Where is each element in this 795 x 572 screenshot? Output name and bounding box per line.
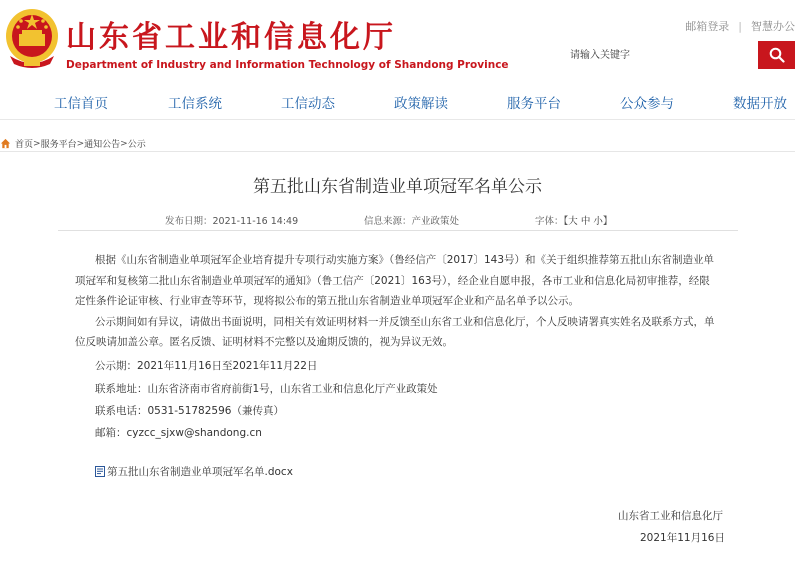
breadcrumb-home[interactable]: 首页 [15,140,34,150]
breadcrumb-services[interactable]: 服务平台 [40,140,77,150]
smart-office-link[interactable]: 智慧办公 [751,20,795,33]
nav-item-news[interactable]: 工信动态 [281,96,335,112]
nav-item-open-data[interactable]: 数据开放 [733,96,787,112]
breadcrumb-separator: > [76,138,85,149]
site-title[interactable]: 山东省工业和信息化厅 [66,20,396,55]
contact-email: 邮箱：cyzcc_sjxw@shandong.cn [95,427,262,439]
breadcrumb [0,137,146,150]
site-header [0,0,795,84]
font-size-label: 字体： [535,216,564,227]
attachment-link[interactable] [95,464,293,479]
signature-date: 2021年11月16日 [640,532,725,544]
contact-address: 联系地址：山东省济南市省府前街1号，山东省工业和信息化厅产业政策处 [95,383,438,395]
nav-item-policy[interactable]: 政策解读 [394,96,448,112]
nav-item-home[interactable]: 工信首页 [54,96,108,112]
search-button[interactable] [758,41,795,69]
font-large-button[interactable]: 大 [568,216,578,227]
national-emblem-icon[interactable] [4,6,60,70]
breadcrumb-notices[interactable]: 通知公告 [84,140,121,150]
nav-item-public[interactable]: 公众参与 [620,96,674,112]
contact-phone: 联系电话：0531-51782596（兼传真） [95,405,284,417]
meta-divider [58,230,738,231]
font-small-button[interactable]: 小 [593,216,603,227]
font-size-bracket-open: 【 [563,216,569,227]
publish-date: 发布日期：2021-11-16 14:49 [165,216,299,227]
main-nav [0,84,795,120]
article-body [75,250,720,353]
signature-organization: 山东省工业和信息化厅 [618,510,723,522]
document-icon [95,466,105,477]
site-subtitle-en: Department of Industry and Information Technology of Shandong Province [66,59,509,71]
breadcrumb-separator: > [33,138,41,149]
search-icon [769,47,785,63]
attachment-filename[interactable]: 第五批山东省制造业单项冠军名单.docx [107,466,293,478]
article-paragraph: 公示期间如有异议，请做出书面说明，同相关有效证明材料一并反馈至山东省工业和信息化厅，个人反映请署真实姓名及联系方式，单位反映请加盖公章。匿名反馈、证明材料不完整以及逾期反馈的，视为异议无效。 [75,315,715,348]
search-bar [540,41,795,69]
nav-item-services[interactable]: 服务平台 [507,96,561,112]
mail-login-link[interactable]: 邮箱登录 [685,20,730,33]
article-title: 第五批山东省制造业单项冠军名单公示 [253,177,542,197]
font-size-control [535,213,612,227]
font-size-bracket-close: 】 [602,216,613,227]
top-links [685,18,795,34]
top-links-separator: | [738,20,742,33]
article-paragraph: 根据《山东省制造业单项冠军企业培育提升专项行动实施方案》（鲁经信产〔2017〕143号）和《关于组织推荐第五批山东省制造业单项冠军和复核第二批山东省制造业单项冠军的通知》（鲁工信产〔2021〕163号），经企业自愿申报，各市工业和信息化局初审推荐，经限定性条件论证审核、行业审查等环节，现将拟公布的第五批山东省制造业单项冠军企业和产品名单予以公示。 [75,254,715,307]
info-source: 信息来源：产业政策处 [364,216,460,227]
notice-period: 公示期：2021年11月16日至2021年11月22日 [95,360,318,372]
breadcrumb-divider [0,151,795,152]
font-medium-button[interactable]: 中 [580,216,591,227]
search-input[interactable] [540,41,755,69]
home-icon [0,138,11,149]
nav-item-system[interactable]: 工信系统 [168,96,222,112]
breadcrumb-separator: > [120,138,128,149]
breadcrumb-public-notice[interactable]: 公示 [127,140,146,150]
